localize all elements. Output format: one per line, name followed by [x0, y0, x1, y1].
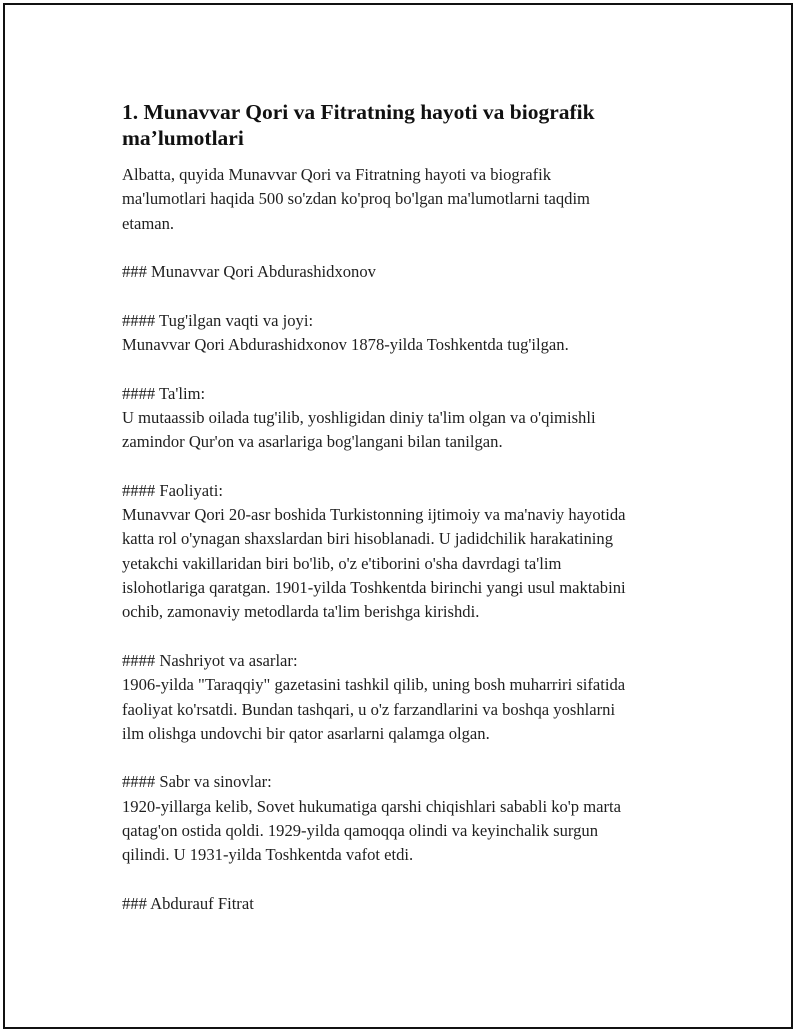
page-frame	[3, 3, 793, 1029]
paragraph-gap	[122, 357, 692, 381]
intro-paragraph: Albatta, quyida Munavvar Qori va Fitratning hayoti va biografik ma'lumotlari haqida 500 so'zdan ko'proq bo'lgan ma'lumotlarni taqdim etaman.	[122, 165, 590, 233]
section-heading-munavvar: ### Munavvar Qori Abdurashidxonov	[122, 262, 376, 282]
paragraph-gap	[122, 746, 692, 770]
paragraph-gap	[122, 284, 692, 308]
paragraph-gap	[122, 868, 692, 892]
document-body	[122, 99, 692, 916]
education-section: #### Ta'lim: U mutaassib oilada tug'ilib, yoshligidan diniy ta'lim olgan va o'qimishli zamindor Qur'on va asarlariga bog'langani bilan tanilgan.	[122, 383, 596, 452]
publishing-section: #### Nashriyot va asarlar: 1906-yilda "Taraqqiy" gazetasini tashkil qilib, uning bosh muharriri sifatida faoliyat ko'rsatdi. Bundan tashqari, u o'z farzandlarini va boshqa yoshlarni ilm olishga undovchi bir qator asarlarni qalamga olgan.	[122, 650, 626, 743]
trials-section: #### Sabr va sinovlar: 1920-yillarga kelib, Sovet hukumatiga qarshi chiqishlari sababli ko'p marta qatag'on ostida qoldi. 1929-yilda qamoqqa olindi va keyinchalik surgun qilindi. U 1931-yilda Toshkentda vafot etdi.	[122, 772, 622, 865]
activity-section: #### Faoliyati: Munavvar Qori 20-asr boshida Turkistonning ijtimoiy va ma'naviy hayotida katta rol o'ynagan shaxslardan biri hisoblanadi. U jadidchilik harakatining yetakchi vakillaridan biri bo'lib, o'z e'tiborini o'sha davrdagi ta'lim islohotlariga qaratgan. 1901-yilda Toshkentda birinchi yangi usul maktabini ochib, zamonaviy metodlarda ta'lim berishga kirishdi.	[122, 480, 626, 622]
document-title: 1. Munavvar Qori va Fitratning hayoti va biografik ma’lumotlari	[122, 100, 595, 150]
birth-section: #### Tug'ilgan vaqti va joyi: Munavvar Qori Abdurashidxonov 1878-yilda Toshkentda tug'ilgan.	[122, 310, 569, 355]
paragraph-gap	[122, 625, 692, 649]
section-heading-fitrat: ### Abdurauf Fitrat	[122, 893, 254, 913]
paragraph-gap	[122, 236, 692, 260]
paragraph-gap	[122, 455, 692, 479]
